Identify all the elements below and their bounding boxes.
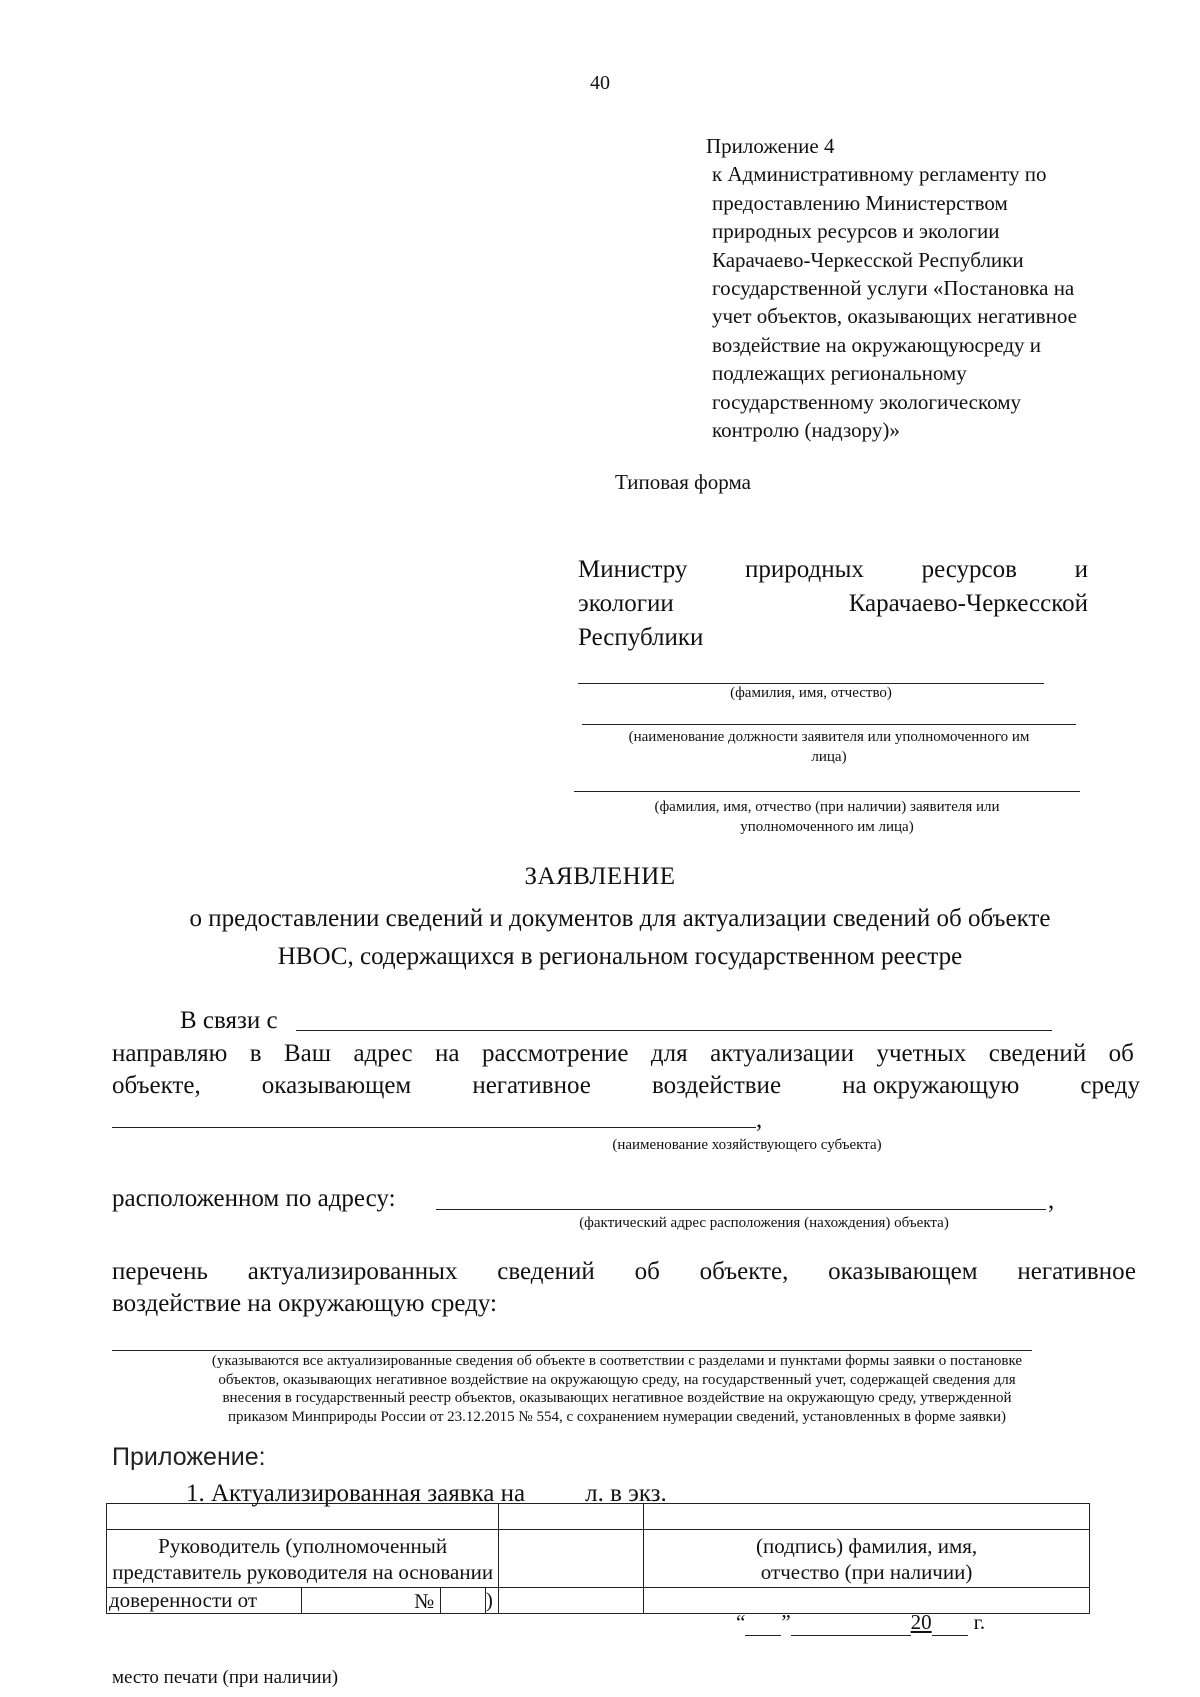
proxy-number-label: № [414, 1588, 435, 1613]
applicant-fio-caption: (фамилия, имя, отчество (при наличии) заявителя или уполномоченного им лица) [654, 799, 1000, 835]
form-type-label: Типовая форма [615, 470, 751, 494]
footnote: (указываются все актуализированные сведения об объекте в соответствии с разделами и пунктами формы заявки о постановке объектов, оказывающих негативное воздействие на окружающую среду, на государственный учет, содержащей сведения для внесения в государственный реестр объектов, оказывающих негативное воздействие на окружающую среду, утвержденной приказом Минприроды России от 23.12.2015 № 554, с сохранением нумерации сведений, установленных в форме заявки) [211, 1353, 1023, 1425]
appendix-line: Карачаево-Черкесской Республики [712, 247, 1024, 272]
address-field[interactable] [436, 1209, 1046, 1210]
table-cell [499, 1530, 644, 1588]
table-cell [107, 1504, 499, 1530]
addressee-word: экологии [578, 590, 674, 617]
year-field[interactable] [932, 1610, 968, 1636]
attachment-label: Приложение: [112, 1443, 266, 1471]
addressee-word: и [1074, 556, 1088, 583]
addressee-block [578, 553, 1088, 655]
signature-table [106, 1503, 1090, 1614]
updated-data-field[interactable] [112, 1350, 1032, 1351]
entity-field[interactable] [112, 1127, 756, 1128]
table-cell [499, 1588, 644, 1614]
date-line: “ ” 20 г. [736, 1610, 986, 1634]
reason-field[interactable] [296, 1030, 1052, 1031]
table-cell [499, 1504, 644, 1530]
appendix-line: к Административному регламенту по [712, 162, 1047, 187]
entity-caption: (наименование хозяйствующего субъекта) [612, 1137, 882, 1153]
address-comma: , [1048, 1187, 1055, 1214]
appendix-line: государственному экологическому [712, 389, 1022, 414]
addressee-word: природных [745, 556, 864, 583]
appendix-line: природных ресурсов и экологии [712, 219, 1000, 244]
appendix-line: контролю (надзору)» [712, 418, 900, 443]
address-label: расположенном по адресу: [112, 1185, 396, 1212]
head-cell: Руководитель (уполномоченный представитель руководителя на основании [107, 1530, 499, 1588]
proxy-date-field[interactable] [302, 1588, 441, 1614]
appendix-title: Приложение 4 [706, 134, 835, 158]
proxy-number-field[interactable] [441, 1588, 486, 1614]
body-line: направляю в Ваш адрес на рассмотрение для актуализации учетных сведений об [112, 1040, 1134, 1067]
body-line: перечень актуализированных сведений об объекте, оказывающем негативное [112, 1258, 1136, 1285]
position-caption: (наименование должности заявителя или уполномоченного им лица) [628, 729, 1030, 765]
month-field[interactable] [791, 1610, 911, 1636]
addressee-word: Министру [578, 556, 688, 583]
appendix-line: государственной услуги «Постановка на [712, 276, 1075, 301]
appendix-block [706, 132, 1077, 444]
appendix-line: подлежащих региональному [712, 361, 967, 386]
table-cell [644, 1504, 1090, 1530]
addressee-word: ресурсов [921, 556, 1017, 583]
in-connection-label: В связи с [180, 1007, 278, 1034]
applicant-fio-field[interactable] [574, 791, 1080, 792]
address-caption: (фактический адрес расположения (нахождения) объекта) [579, 1215, 949, 1231]
proxy-paren: ) [485, 1588, 498, 1614]
proxy-label-cell: доверенности от [107, 1588, 302, 1614]
day-field[interactable] [745, 1610, 781, 1636]
body-line: воздействие на окружающую среду: [112, 1290, 497, 1317]
page-number: 40 [590, 72, 610, 94]
document-title: ЗАЯВЛЕНИЕ [524, 863, 676, 890]
appendix-line: предоставлению Министерством [712, 190, 1008, 215]
document-subtitle: о предоставлении сведений и документов для актуализации сведений об объекте НВОС, содержащихся в региональном государственном реестре [189, 905, 1051, 970]
addressee-word: Карачаево-Черкесской [848, 590, 1088, 617]
addressee-line: Республики [578, 624, 704, 651]
appendix-line: воздействие на окружающуюсреду и [712, 332, 1042, 357]
signature-caption-cell: (подпись) фамилия, имя, отчество (при наличии) [644, 1530, 1090, 1588]
fio-caption: (фамилия, имя, отчество) [730, 685, 892, 701]
entity-comma: , [756, 1106, 763, 1133]
position-field[interactable] [582, 724, 1076, 725]
appendix-line: учет объектов, оказывающих негативное [712, 304, 1077, 329]
seal-place-label: место печати (при наличии) [112, 1667, 339, 1688]
body-line: объекте, оказывающем негативное воздействие на окружающую среду [112, 1072, 1140, 1099]
attachment-item: 1. Актуализированная заявка на л. в экз. [186, 1480, 667, 1507]
